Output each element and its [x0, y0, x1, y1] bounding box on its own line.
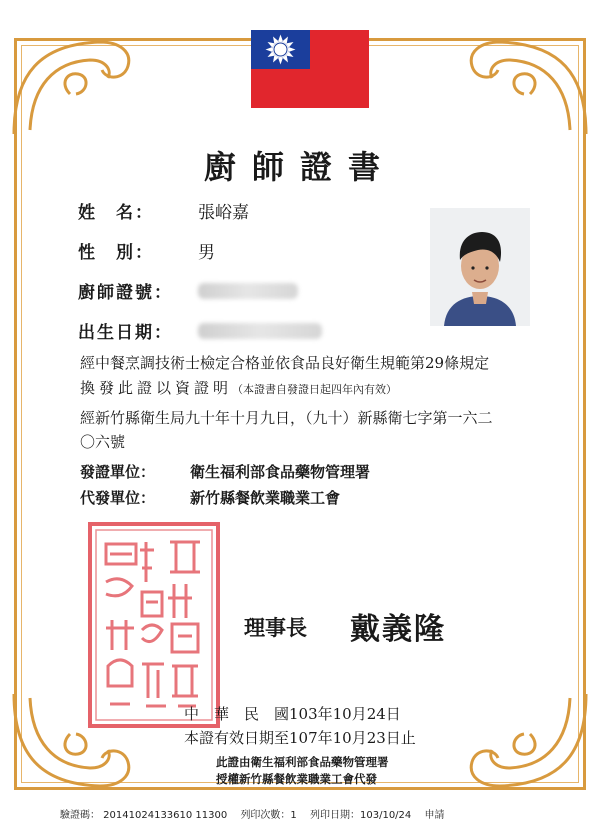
agent-label: 代發單位： — [80, 489, 156, 507]
print-footer — [60, 806, 454, 821]
body-line-2-main: 換發此證以資證明 — [80, 379, 233, 397]
certificate-title: 廚師證書 — [203, 148, 396, 186]
validity-note: （本證書自發證日起四年內有效） — [232, 383, 398, 396]
corner-ornament-top-right — [460, 34, 590, 144]
birth-date-label: 出生日期： — [78, 323, 173, 343]
chairman-title: 理事長 — [244, 615, 307, 640]
print-date: 列印日期：103/10/24 — [310, 810, 412, 821]
cert-number-redacted — [198, 283, 298, 299]
name-label: 姓 名： — [78, 203, 154, 223]
corner-ornament-top-left — [10, 34, 140, 144]
cert-number-label: 廚師證號： — [78, 283, 173, 303]
person-photo-icon — [430, 208, 530, 326]
body-line-1: 經中餐烹調技術士檢定合格並依食品良好衛生規範第29條規定 — [80, 354, 490, 372]
issue-note-line-2: 授權新竹縣餐飲業職業工會代發 — [216, 772, 377, 786]
issuer-label: 發證單位： — [80, 463, 156, 481]
chairman-name: 戴義隆 — [350, 612, 446, 647]
national-flag-icon — [251, 30, 369, 108]
official-seal-stamp-icon — [86, 520, 222, 730]
holder-photo — [430, 208, 530, 326]
agent-value: 新竹縣餐飲業職業工會 — [190, 489, 341, 507]
issuer-value: 衛生福利部食品藥物管理署 — [190, 463, 371, 481]
issue-date: 中 華 民 國103年10月24日 — [184, 705, 401, 723]
body-line-3: 經新竹縣衛生局九十年十月九日，（九十）新縣衛七字第一六二 — [80, 409, 493, 427]
applicant-label: 申請 — [424, 810, 445, 821]
gender-label: 性 別： — [78, 243, 154, 263]
name-value: 張峪嘉 — [198, 203, 249, 223]
verify-code: 驗證碼： 20141024133610 11300 — [60, 810, 228, 821]
body-line-2 — [80, 377, 397, 398]
corner-ornament-bottom-right — [460, 684, 590, 794]
issue-note-line-1: 此證由衛生福利部食品藥物管理署 — [216, 755, 389, 769]
gender-value: 男 — [198, 243, 215, 263]
valid-until-date: 本證有效日期至107年10月23日止 — [184, 729, 416, 747]
birth-date-redacted — [198, 323, 322, 339]
body-line-4: 〇六號 — [80, 433, 126, 451]
print-count: 列印次數：1 — [240, 810, 297, 821]
